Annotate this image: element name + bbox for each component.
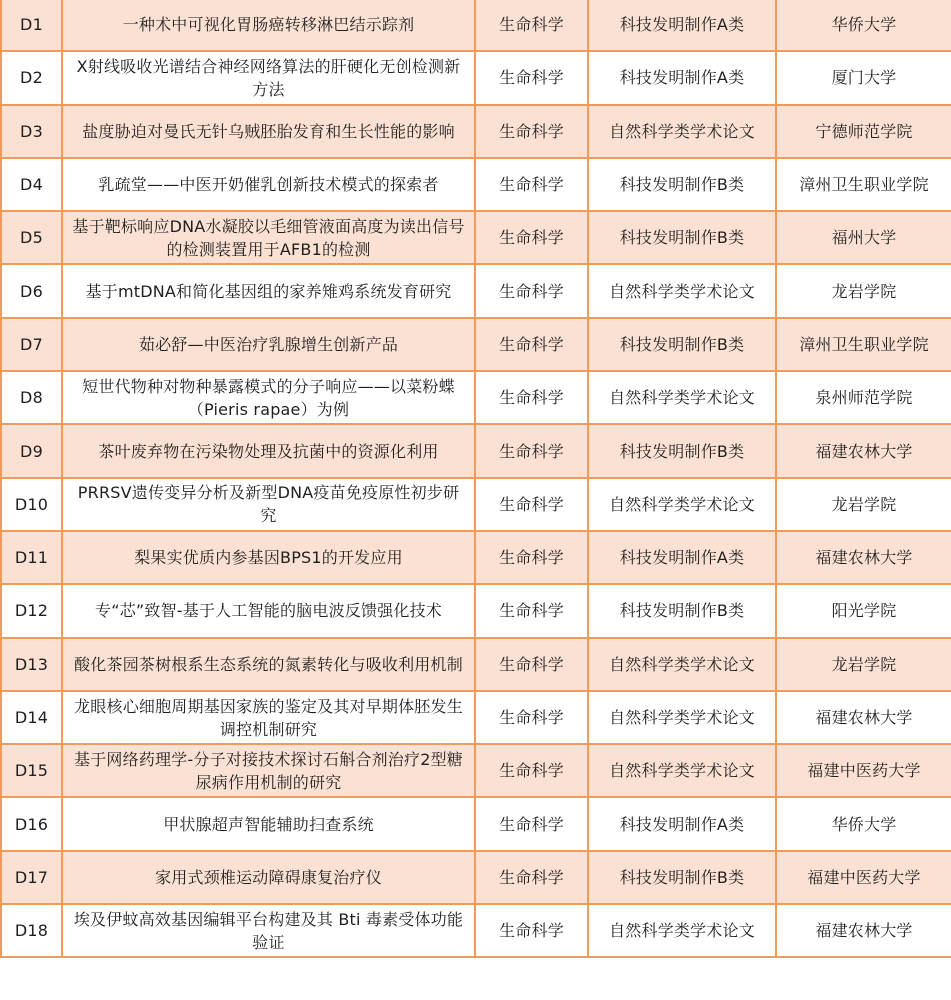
project-title: 甲状腺超声智能辅助扫查系统 [62,797,475,850]
project-type: 科技发明制作B类 [588,211,776,264]
project-type: 自然科学类学术论文 [588,478,776,531]
project-id: D18 [1,904,62,957]
table-row [1,51,951,104]
project-category: 生命科学 [475,424,588,477]
project-type: 自然科学类学术论文 [588,264,776,317]
project-school: 福建中医药大学 [776,744,951,797]
project-type: 自然科学类学术论文 [588,744,776,797]
project-category: 生命科学 [475,158,588,211]
project-id: D13 [1,638,62,691]
project-category: 生命科学 [475,264,588,317]
project-id: D4 [1,158,62,211]
project-title: 基于靶标响应DNA水凝胶以毛细管液面高度为读出信号的检测装置用于AFB1的检测 [62,211,475,264]
table-row [1,264,951,317]
project-type: 科技发明制作B类 [588,424,776,477]
project-category: 生命科学 [475,371,588,424]
project-school: 宁德师范学院 [776,105,951,158]
project-category: 生命科学 [475,744,588,797]
table-row [1,797,951,850]
project-id: D8 [1,371,62,424]
project-school: 福建中医药大学 [776,851,951,904]
project-id: D16 [1,797,62,850]
project-school: 阳光学院 [776,584,951,637]
project-type: 科技发明制作A类 [588,0,776,51]
project-type: 科技发明制作A类 [588,797,776,850]
project-category: 生命科学 [475,691,588,744]
project-title: 一种术中可视化胃肠癌转移淋巴结示踪剂 [62,0,475,51]
project-category: 生命科学 [475,797,588,850]
project-category: 生命科学 [475,584,588,637]
project-id: D14 [1,691,62,744]
project-category: 生命科学 [475,478,588,531]
table-row [1,638,951,691]
project-id: D3 [1,105,62,158]
project-id: D10 [1,478,62,531]
project-title: X射线吸收光谱结合神经网络算法的肝硬化无创检测新方法 [62,51,475,104]
table-row [1,371,951,424]
project-category: 生命科学 [475,904,588,957]
project-type: 科技发明制作B类 [588,851,776,904]
project-type: 科技发明制作A类 [588,531,776,584]
project-category: 生命科学 [475,211,588,264]
project-type: 自然科学类学术论文 [588,691,776,744]
table-row [1,478,951,531]
project-category: 生命科学 [475,105,588,158]
project-title: 埃及伊蚊高效基因编辑平台构建及其 Bti 毒素受体功能验证 [62,904,475,957]
project-type: 科技发明制作B类 [588,584,776,637]
project-school: 福建农林大学 [776,904,951,957]
project-title: 基于mtDNA和简化基因组的家养雉鸡系统发育研究 [62,264,475,317]
project-category: 生命科学 [475,851,588,904]
project-title: 龙眼核心细胞周期基因家族的鉴定及其对早期体胚发生调控机制研究 [62,691,475,744]
project-school: 龙岩学院 [776,264,951,317]
project-school: 福建农林大学 [776,424,951,477]
project-id: D5 [1,211,62,264]
project-id: D12 [1,584,62,637]
project-category: 生命科学 [475,318,588,371]
table-row [1,0,951,51]
project-school: 福建农林大学 [776,691,951,744]
project-title: 酸化茶园茶树根系生态系统的氮素转化与吸收利用机制 [62,638,475,691]
project-school: 华侨大学 [776,797,951,850]
project-category: 生命科学 [475,638,588,691]
project-title: 梨果实优质内参基因BPS1的开发应用 [62,531,475,584]
project-title: 茶叶废弃物在污染物处理及抗菌中的资源化利用 [62,424,475,477]
project-title: 茹必舒—中医治疗乳腺增生创新产品 [62,318,475,371]
project-id: D11 [1,531,62,584]
table-row [1,211,951,264]
project-school: 漳州卫生职业学院 [776,318,951,371]
project-type: 自然科学类学术论文 [588,105,776,158]
project-category: 生命科学 [475,0,588,51]
project-type: 科技发明制作B类 [588,318,776,371]
project-title: 乳疏堂——中医开奶催乳创新技术模式的探索者 [62,158,475,211]
project-id: D15 [1,744,62,797]
project-type: 自然科学类学术论文 [588,904,776,957]
project-id: D9 [1,424,62,477]
table-row [1,424,951,477]
project-school: 华侨大学 [776,0,951,51]
table-row [1,851,951,904]
project-type: 科技发明制作A类 [588,51,776,104]
table-row [1,318,951,371]
project-id: D2 [1,51,62,104]
project-category: 生命科学 [475,531,588,584]
project-id: D1 [1,0,62,51]
project-title: PRRSV遗传变异分析及新型DNA疫苗免疫原性初步研究 [62,478,475,531]
project-school: 福州大学 [776,211,951,264]
project-school: 厦门大学 [776,51,951,104]
project-title: 专“芯”致智-基于人工智能的脑电波反馈强化技术 [62,584,475,637]
project-category: 生命科学 [475,51,588,104]
project-type: 自然科学类学术论文 [588,371,776,424]
project-school: 泉州师范学院 [776,371,951,424]
project-title: 短世代物种对物种暴露模式的分子响应——以菜粉蝶（Pieris rapae）为例 [62,371,475,424]
project-id: D17 [1,851,62,904]
project-id: D6 [1,264,62,317]
table-row [1,691,951,744]
table-row [1,158,951,211]
table-row [1,904,951,957]
project-title: 家用式颈椎运动障碍康复治疗仪 [62,851,475,904]
project-school: 龙岩学院 [776,478,951,531]
table-row [1,105,951,158]
project-title: 盐度胁迫对曼氏无针乌贼胚胎发育和生长性能的影响 [62,105,475,158]
project-school: 漳州卫生职业学院 [776,158,951,211]
project-school: 龙岩学院 [776,638,951,691]
project-id: D7 [1,318,62,371]
table-row [1,584,951,637]
project-school: 福建农林大学 [776,531,951,584]
project-type: 科技发明制作B类 [588,158,776,211]
project-title: 基于网络药理学-分子对接技术探讨石斛合剂治疗2型糖尿病作用机制的研究 [62,744,475,797]
table-row [1,744,951,797]
project-type: 自然科学类学术论文 [588,638,776,691]
table-row [1,531,951,584]
